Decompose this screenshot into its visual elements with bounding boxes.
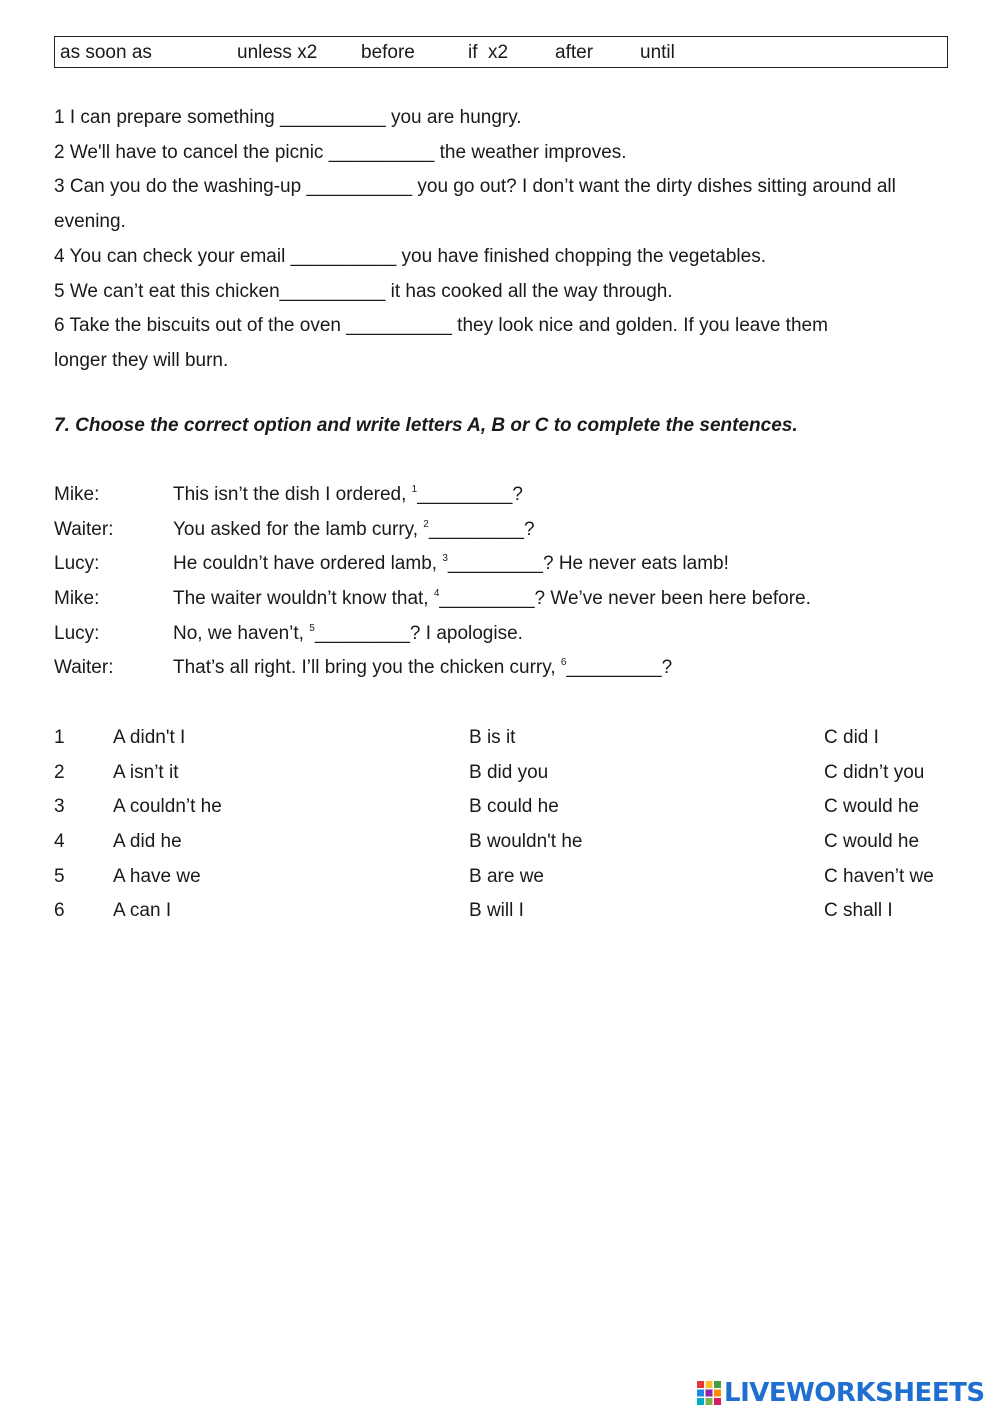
option-number: 1 <box>54 727 65 748</box>
option-a: A isn’t it <box>113 761 179 783</box>
word-bank-item: until <box>640 42 675 63</box>
option-b: B will I <box>469 900 524 922</box>
sentence-line: 6 Take the biscuits out of the oven __________ they look nice and golden. If you leave them <box>54 315 828 337</box>
word-bank-item: before <box>361 42 415 63</box>
sentence-line: 1 I can prepare something __________ you are hungry. <box>54 107 522 128</box>
word-bank-item: if x2 <box>468 42 509 63</box>
option-c: C didn’t you <box>824 761 925 783</box>
option-b: B wouldn't he <box>469 831 583 853</box>
answer-options-table <box>54 727 954 935</box>
option-c: C haven’t we <box>824 865 934 887</box>
option-b: B are we <box>469 865 544 887</box>
gap-fill-sentences <box>54 101 954 379</box>
option-number: 2 <box>54 761 65 783</box>
gap-number: 2 <box>423 518 429 530</box>
dialogue-line: That’s all right. I’ll bring you the chicken curry, $^6$_________? <box>173 657 673 679</box>
speaker-name: Lucy: <box>54 622 100 644</box>
dialogue-line: No, we haven’t, $^5$_________? I apologise. <box>173 622 523 644</box>
option-row <box>54 762 954 797</box>
option-row <box>54 866 954 901</box>
dialogue-line: The waiter wouldn’t know that, $^4$_________? We’ve never been here before. <box>173 588 811 610</box>
gap-number: 5 <box>309 622 315 634</box>
sentence-line: 3 Can you do the washing-up __________ you go out? I don’t want the dirty dishes sitting around all <box>54 176 896 198</box>
liveworksheets-logo[interactable] <box>697 1378 985 1408</box>
gap-number: 6 <box>560 657 567 669</box>
dialogue-row <box>54 588 954 623</box>
option-c: C shall I <box>824 900 893 922</box>
liveworksheets-logo-icon <box>697 1381 721 1405</box>
dialogue-line: This isn’t the dish I ordered, $^1$_________? <box>173 484 523 505</box>
option-c: C did I <box>824 727 879 748</box>
exercise-7-instruction: 7. Choose the correct option and write letters A, B or C to complete the sentences. <box>54 415 798 436</box>
option-number: 3 <box>54 796 65 818</box>
option-number: 5 <box>54 865 65 887</box>
speaker-name: Lucy: <box>54 553 100 575</box>
option-c: C would he <box>824 796 920 818</box>
option-row <box>54 727 954 762</box>
option-number: 4 <box>54 831 65 853</box>
dialogue-line: He couldn’t have ordered lamb, $^3$_________? He never eats lamb! <box>173 553 729 575</box>
option-b: B could he <box>469 796 559 818</box>
option-row <box>54 831 954 866</box>
logo-text: LIVEWORKSHEETS <box>724 1378 985 1408</box>
dialogue <box>54 484 954 692</box>
dialogue-row <box>54 519 954 554</box>
option-number: 6 <box>54 900 65 922</box>
word-bank-item: unless x2 <box>237 42 318 63</box>
option-a: A have we <box>113 865 201 887</box>
dialogue-row <box>54 623 954 658</box>
dialogue-row <box>54 484 954 519</box>
speaker-name: Waiter: <box>54 518 114 540</box>
word-bank-item: as soon as <box>60 42 152 63</box>
sentence-line: 2 We'll have to cancel the picnic __________ the weather improves. <box>54 141 627 163</box>
sentence-line: 5 We can’t eat this chicken__________ it has cooked all the way through. <box>54 280 673 302</box>
word-bank-box <box>54 36 948 68</box>
gap-number: 1 <box>411 484 418 495</box>
gap-number: 4 <box>433 588 440 600</box>
dialogue-row <box>54 553 954 588</box>
option-a: A couldn’t he <box>113 796 222 818</box>
sentence-line: longer they will burn. <box>54 349 229 371</box>
option-a: A can I <box>113 900 172 922</box>
sentence-line: evening. <box>54 211 126 233</box>
dialogue-row <box>54 657 954 692</box>
dialogue-line: You asked for the lamb curry, $^2$_________? <box>173 518 535 540</box>
speaker-name: Mike: <box>54 484 100 505</box>
speaker-name: Mike: <box>54 588 100 610</box>
speaker-name: Waiter: <box>54 657 114 679</box>
word-bank-item: after <box>555 42 594 63</box>
option-row <box>54 796 954 831</box>
option-c: C would he <box>824 831 920 853</box>
option-b: B did you <box>469 761 549 783</box>
option-b: B is it <box>469 727 516 748</box>
option-row <box>54 900 954 935</box>
sentence-line: 4 You can check your email __________ you have finished chopping the vegetables. <box>54 245 766 267</box>
option-a: A didn't I <box>113 727 186 748</box>
option-a: A did he <box>113 831 182 853</box>
gap-number: 3 <box>442 553 448 565</box>
